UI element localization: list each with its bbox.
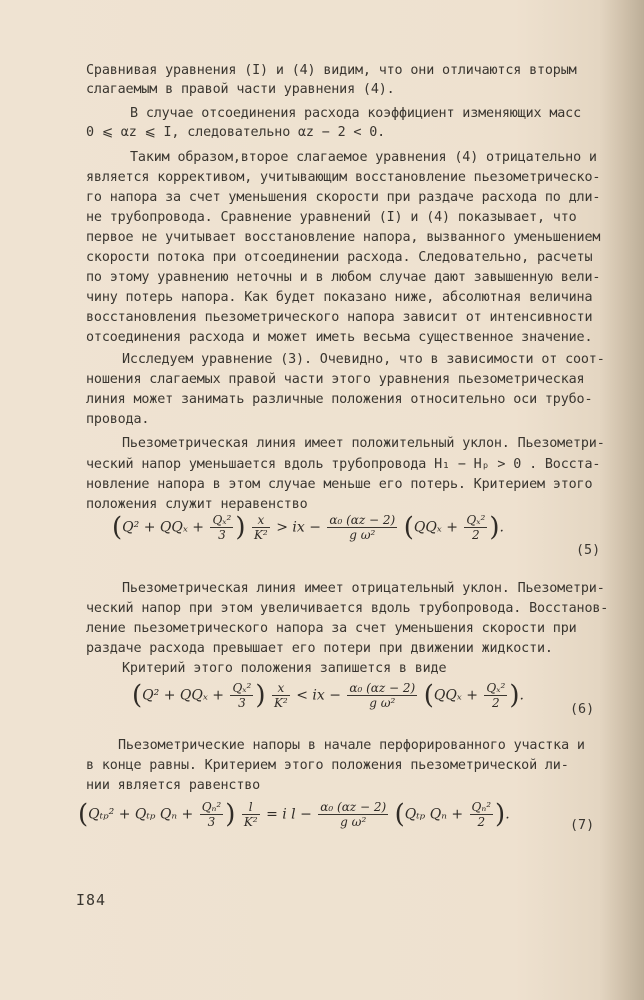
text-line: раздаче расхода превышает его потери при движении жидкости.: [86, 641, 553, 656]
eq5-fraction: $\frac{\text{α₀ (αz − 2)}}{\text{g ω²}}$: [329, 513, 396, 542]
text-line: В случае отсоединения расхода коэффициент изменяющих масс: [130, 106, 581, 121]
eq6-fraction: $\frac{x}{\text{K²}}$: [273, 681, 288, 710]
eq7-fraction: $\frac{l}{\text{K²}}$: [243, 800, 258, 829]
text-line: Критерий этого положения запишется в виде: [122, 661, 447, 676]
eq7-fraction: $\frac{\text{Qₙ²}}{2}$: [471, 800, 492, 829]
eq6-term: Q² + QQₓ +: [142, 687, 224, 704]
eq7-term: Qₜₚ Qₙ +: [404, 806, 464, 823]
text-line: первое не учитывает восстановление напора, вызванного уменьшением: [86, 230, 601, 245]
eq6-term: < ix −: [296, 687, 341, 704]
text-line: Таким образом,второе слагаемое уравнения (4) отрицательно и: [130, 150, 597, 165]
text-line: слагаемым в правой части уравнения (4).: [86, 82, 395, 97]
text-line: Сравнивая уравнения (I) и (4) видим, что они отличаются вторым: [86, 63, 577, 78]
text-line: ление пьезометрического напора за счет уменьшения скорости при: [86, 621, 577, 636]
eq6-fraction: $\frac{\text{α₀ (αz − 2)}}{\text{g ω²}}$: [349, 681, 416, 710]
text-line: по этому уравнению неточны и в любом случае дают завышенную вели-: [86, 270, 601, 285]
eq7-fraction: $\frac{\text{Qₙ²}}{3}$: [201, 800, 222, 829]
eq7-term: = i l −: [266, 806, 312, 823]
text-line: ческий напор при этом увеличивается вдоль трубопровода. Восстанов-: [86, 601, 609, 616]
text-line: является коррективом, учитывающим восстановление пьезометрическо-: [86, 170, 601, 185]
eq6-term: QQₓ +: [433, 687, 478, 704]
text-line: нии является равенство: [86, 778, 261, 793]
text-line: восстановления пьезометрического напора зависит от интенсивности: [86, 310, 593, 325]
text-line: Исследуем уравнение (3). Очевидно, что в зависимости от соот-: [122, 352, 605, 367]
text-line: Пьезометрические напоры в начале перфорированного участка и: [118, 738, 585, 753]
text-line: скорости потока при отсоединении расхода. Следовательно, расчеты: [86, 250, 593, 265]
eq7-fraction: $\frac{\text{α₀ (αz − 2)}}{\text{g ω²}}$: [320, 800, 387, 829]
text-line: новление напора в этом случае меньше его потерь. Критерием этого: [86, 477, 593, 492]
equation-6-number: (6): [570, 702, 595, 717]
text-line: отсоединения расхода и может иметь весьма существенное значение.: [86, 330, 593, 345]
equation-7-number: (7): [570, 818, 595, 833]
eq5-fraction: $\frac{x}{\text{K²}}$: [253, 513, 268, 542]
equation-7: (Qₜₚ² + Qₜₚ Qₙ + $\frac{\text{Qₙ²}}{3}$ ) $\frac{l}{\text{K²}}$ = i l − $\frac{\text{α₀ (αz − 2)}}{\text{g ω²}}$ (Qₜₚ Qₙ + $\frac{\text{Qₙ²}}{2}$ ).: [78, 799, 510, 830]
eq6-fraction: $\frac{\text{Qₓ²}}{3}$: [232, 681, 252, 710]
eq5-term: > ix −: [276, 519, 321, 536]
eq7-term: Qₜₚ² + Qₜₚ Qₙ +: [88, 806, 194, 823]
text-line: 0 ⩽ αz ⩽ I, следовательно αz − 2 < 0.: [86, 125, 386, 140]
text-line: не трубопровода. Сравнение уравнений (I) и (4) показывает, что: [86, 210, 577, 225]
eq5-fraction: $\frac{\text{Qₓ²}}{3}$: [212, 513, 232, 542]
text-line: Пьезометрическая линия имеет отрицательный уклон. Пьезометри-: [122, 581, 605, 596]
text-line: Пьезометрическая линия имеет положительный уклон. Пьезометри-: [122, 436, 605, 451]
text-line: положения служит неравенство: [86, 497, 308, 512]
eq6-fraction: $\frac{\text{Qₓ²}}{2}$: [486, 681, 506, 710]
equation-5-number: (5): [576, 543, 601, 558]
text-line: ческий напор уменьшается вдоль трубопровода H₁ − Hₚ > 0 . Восста-: [86, 457, 601, 472]
text-line: провода.: [86, 412, 150, 427]
eq5-fraction: $\frac{\text{Qₓ²}}{2}$: [466, 513, 486, 542]
text-line: в конце равны. Критерием этого положения пьезометрической ли-: [86, 758, 569, 773]
equation-6: (Q² + QQₓ + $\frac{\text{Qₓ²}}{3}$ ) $\frac{x}{\text{K²}}$ < ix − $\frac{\text{α₀ (αz − 2)}}{\text{g ω²}}$ (QQₓ + $\frac{\text{Qₓ²}}{2}$ ).: [132, 680, 524, 711]
text-line: ношения слагаемых правой части этого уравнения пьезометрическая: [86, 372, 585, 387]
text-line: чину потерь напора. Как будет показано ниже, абсолютная величина: [86, 290, 593, 305]
page-number: I84: [76, 891, 107, 909]
eq5-term: Q² + QQₓ +: [122, 519, 204, 536]
text-line: линия может занимать различные положения относительно оси трубо-: [86, 392, 593, 407]
text-line: го напора за счет уменьшения скорости при раздаче расхода по дли-: [86, 190, 601, 205]
eq5-term: QQₓ +: [413, 519, 458, 536]
equation-5: (Q² + QQₓ + $\frac{\text{Qₓ²}}{3}$ ) $\frac{x}{\text{K²}}$ > ix − $\frac{\text{α₀ (αz − 2)}}{\text{g ω²}}$ (QQₓ + $\frac{\text{Qₓ²}}{2}$ ).: [112, 512, 504, 543]
